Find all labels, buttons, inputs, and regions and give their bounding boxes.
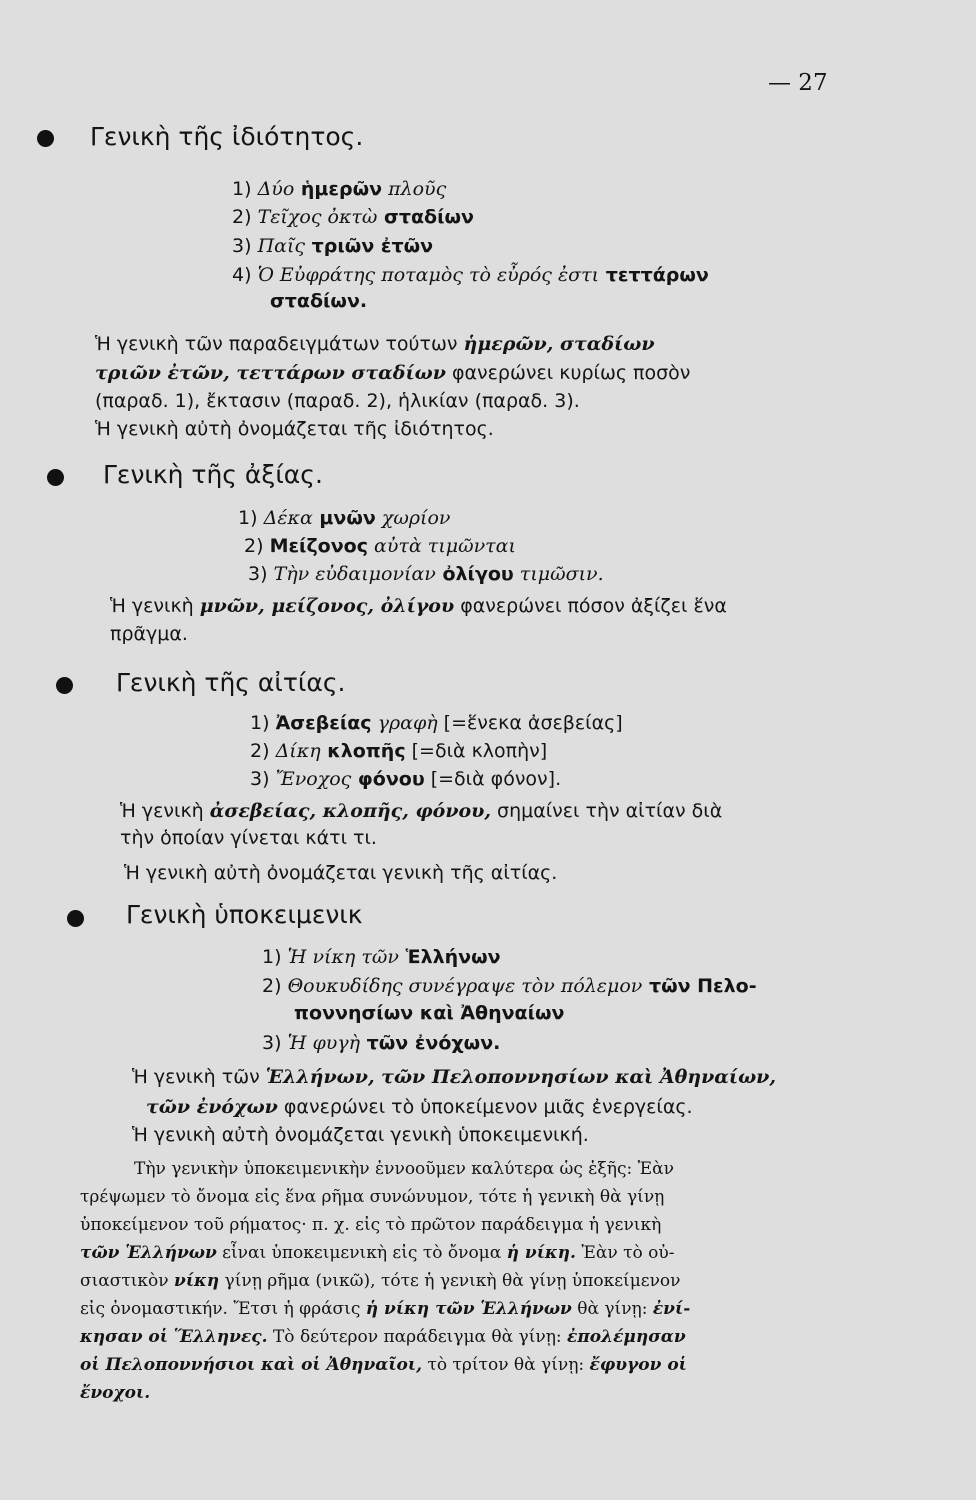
example-3-1: 1) Ἀσεβείας γραφὴ [=ἕνεκα ἀσεβείας]	[250, 712, 623, 734]
bullet-icon	[67, 910, 84, 927]
example-4-3: 3) Ἡ φυγὴ τῶν ἐνόχων.	[262, 1032, 501, 1054]
explanation-3-line-1: Ἡ γενικὴ ἀσεβείας, κλοπῆς, φόνου, σημαίνει τὴν αἰτίαν διὰ	[120, 800, 723, 822]
example-1-3: 3) Παῖς τριῶν ἐτῶν	[232, 235, 434, 257]
explanation-4-line-3: Ἡ γενικὴ αὐτὴ ὀνομάζεται γενικὴ ὑποκειμενική.	[132, 1124, 589, 1146]
page-number: — 27	[768, 70, 828, 96]
example-4-2-continuation: ποννησίων καὶ Ἀθηναίων	[294, 1002, 565, 1024]
explanation-2-line-1: Ἡ γενικὴ μνῶν, μείζονος, ὀλίγου φανερώνει πόσον ἀξίζει ἕνα	[110, 595, 727, 617]
explanation-1-line-3: (παραδ. 1), ἔκτασιν (παραδ. 2), ἡλικίαν (παραδ. 3).	[95, 390, 580, 412]
bullet-icon	[37, 130, 54, 147]
example-1-4: 4) Ὁ Εὐφράτης ποταμὸς τὸ εὖρός ἐστι τεττάρων	[232, 264, 709, 286]
example-3-2: 2) Δίκη κλοπῆς [=διὰ κλοπὴν]	[250, 740, 548, 762]
explanation-1-line-1: Ἡ γενικὴ τῶν παραδειγμάτων τούτων ἡμερῶν, σταδίων	[95, 333, 655, 355]
closing-paragraph-line-6: εἰς ὀνομαστικήν. Ἔτσι ἡ φράσις ἡ νίκη τῶν Ἑλλήνων θὰ γίνῃ: ἐνί-	[80, 1299, 691, 1319]
bullet-icon	[47, 469, 64, 486]
example-3-3: 3) Ἔνοχος φόνου [=διὰ φόνον].	[250, 768, 562, 790]
section-heading-axias: Γενικὴ τῆς ἀξίας.	[103, 460, 323, 489]
example-2-3: 3) Τὴν εὐδαιμονίαν ὀλίγου τιμῶσιν.	[248, 563, 604, 585]
bullet-icon	[56, 677, 73, 694]
closing-paragraph-line-4: τῶν Ἑλλήνων εἶναι ὑποκειμενικὴ εἰς τὸ ὄνομα ἡ νίκη. Ἐὰν τὸ οὐ-	[80, 1243, 675, 1263]
section-heading-idiotitos: Γενικὴ τῆς ἰδιότητος.	[90, 122, 364, 151]
explanation-2-line-2: πρᾶγμα.	[110, 623, 188, 645]
closing-paragraph-line-3: ὑποκείμενον τοῦ ρήματος· π. χ. εἰς τὸ πρῶτον παράδειγμα ἡ γενικὴ	[80, 1215, 662, 1235]
explanation-1-line-4: Ἡ γενικὴ αὐτὴ ὀνομάζεται τῆς ἰδιότητος.	[95, 418, 494, 440]
explanation-4-line-1: Ἡ γενικὴ τῶν Ἑλλήνων, τῶν Πελοποννησίων καὶ Ἀθηναίων,	[132, 1066, 776, 1088]
section-heading-ypokeimeniki: Γενικὴ ὑποκειμενικ	[126, 900, 363, 929]
closing-paragraph-line-7: κησαν οἱ Ἕλληνες. Τὸ δεύτερον παράδειγμα θὰ γίνῃ: ἐπολέμησαν	[80, 1327, 686, 1347]
section-heading-aitias: Γενικὴ τῆς αἰτίας.	[116, 668, 346, 697]
closing-paragraph-line-9: ἔνοχοι.	[80, 1383, 151, 1403]
explanation-4-line-2: τῶν ἐνόχων φανερώνει τὸ ὑποκείμενον μιᾶς ἐνεργείας.	[146, 1096, 693, 1118]
example-1-4-continuation: σταδίων.	[270, 290, 368, 312]
explanation-3-line-3: Ἡ γενικὴ αὐτὴ ὀνομάζεται γενικὴ τῆς αἰτίας.	[124, 862, 558, 884]
closing-paragraph-line-5: σιαστικὸν νίκη γίνῃ ρῆμα (νικῶ), τότε ἡ γενικὴ θὰ γίνῃ ὑποκείμενον	[80, 1271, 681, 1291]
explanation-1-line-2: τριῶν ἐτῶν, τεττάρων σταδίων φανερώνει κυρίως ποσὸν	[95, 362, 691, 384]
explanation-3-line-2: τὴν ὁποίαν γίνεται κάτι τι.	[120, 827, 377, 849]
example-4-2: 2) Θουκυδίδης συνέγραψε τὸν πόλεμον τῶν Πελο-	[262, 975, 757, 997]
example-1-1: 1) Δύο ἡμερῶν πλοῦς	[232, 178, 447, 200]
example-2-1: 1) Δέκα μνῶν χωρίον	[238, 507, 451, 529]
closing-paragraph-line-8: οἱ Πελοποννήσιοι καὶ οἱ Ἀθηναῖοι, τὸ τρίτον θὰ γίνῃ: ἔφυγον οἱ	[80, 1355, 687, 1375]
closing-paragraph-line-2: τρέψωμεν τὸ ὄνομα εἰς ἕνα ρῆμα συνώνυμον, τότε ἡ γενικὴ θὰ γίνῃ	[80, 1187, 665, 1207]
example-4-1: 1) Ἡ νίκη τῶν Ἑλλήνων	[262, 946, 501, 968]
example-2-2: 2) Μείζονος αὐτὰ τιμῶνται	[244, 535, 516, 557]
example-1-2: 2) Τεῖχος ὀκτὼ σταδίων	[232, 206, 474, 228]
closing-paragraph-line-1: Τὴν γενικὴν ὑποκειμενικὴν ἐννοοῦμεν καλύτερα ὡς ἑξῆς: Ἐὰν	[134, 1159, 674, 1179]
